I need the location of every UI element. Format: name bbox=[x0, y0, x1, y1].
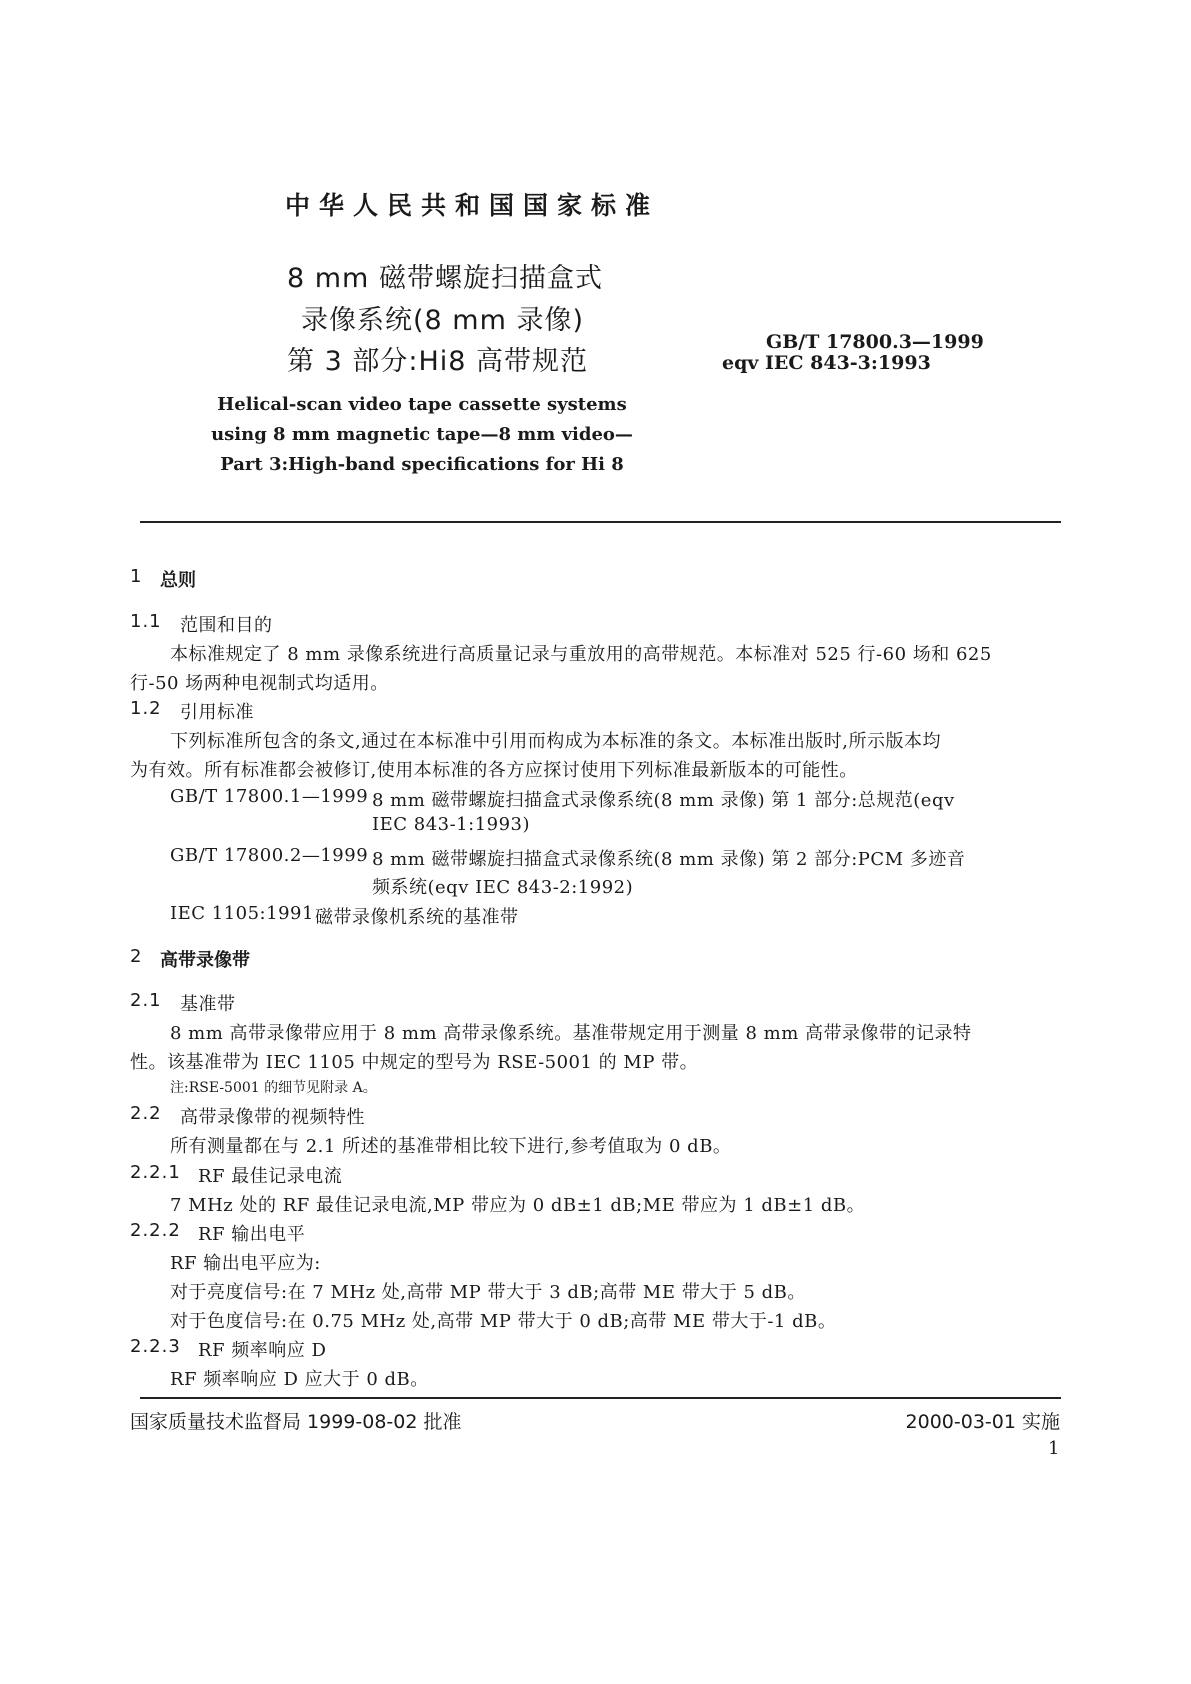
zh-title-line-1: 8 mm 磁带螺旋扫描盒式 bbox=[287, 263, 603, 294]
section-2-2-2-paragraph-line-1: RF 输出电平应为: bbox=[170, 1253, 321, 1274]
section-2-2-2-number: 2.2.2 bbox=[130, 1220, 181, 1241]
section-1-1-number: 1.1 bbox=[130, 611, 162, 632]
en-title-line-1: Helical-scan video tape cassette systems bbox=[217, 394, 627, 415]
standard-code: GB/T 17800.3—1999 bbox=[766, 331, 984, 353]
section-1-title: 总则 bbox=[160, 570, 196, 591]
section-1-1-paragraph-line-2: 行-50 场两种电视制式均适用。 bbox=[130, 673, 389, 694]
section-2-1-note: 注:RSE-5001 的细节见附录 A。 bbox=[170, 1080, 377, 1096]
section-2-2-1-number: 2.2.1 bbox=[130, 1162, 181, 1183]
section-1-2-paragraph-line-1: 下列标准所包含的条文,通过在本标准中引用而构成为本标准的条文。本标准出版时,所示版本均 bbox=[170, 731, 941, 752]
section-2-2-2-paragraph-line-3: 对于色度信号:在 0.75 MHz 处,高带 MP 带大于 0 dB;高带 ME 带大于-1 dB。 bbox=[170, 1311, 837, 1332]
en-title-line-2: using 8 mm magnetic tape—8 mm video— bbox=[211, 424, 633, 445]
ref-3-code: IEC 1105:1991 bbox=[170, 903, 314, 924]
equivalent-standard: eqv IEC 843-3:1993 bbox=[722, 352, 931, 374]
zh-title-line-3: 第 3 部分:Hi8 高带规范 bbox=[287, 346, 589, 377]
national-standard-heading: 中华人民共和国国家标准 bbox=[285, 191, 660, 220]
section-2-2-number: 2.2 bbox=[130, 1103, 162, 1124]
ref-2-title-line-2: 频系统(eqv IEC 843-2:1992) bbox=[372, 877, 634, 898]
section-2-2-3-number: 2.2.3 bbox=[130, 1336, 181, 1357]
ref-1-title-line-2: IEC 843-1:1993) bbox=[372, 814, 531, 835]
zh-title-line-2: 录像系统(8 mm 录像) bbox=[301, 305, 585, 336]
section-2-2-2-paragraph-line-2: 对于亮度信号:在 7 MHz 处,高带 MP 带大于 3 dB;高带 ME 带大于 5 dB。 bbox=[170, 1282, 806, 1303]
section-2-number: 2 bbox=[130, 946, 143, 967]
section-1-1-paragraph-line-1: 本标准规定了 8 mm 录像系统进行高质量记录与重放用的高带规范。本标准对 525 行-60 场和 625 bbox=[170, 644, 992, 665]
section-2-title: 高带录像带 bbox=[160, 950, 250, 971]
ref-1-title-line-1: 8 mm 磁带螺旋扫描盒式录像系统(8 mm 录像) 第 1 部分:总规范(eqv bbox=[372, 790, 955, 811]
approval-date: 国家质量技术监督局 1999-08-02 批准 bbox=[130, 1411, 462, 1433]
section-1-2-number: 1.2 bbox=[130, 698, 162, 719]
section-2-2-1-title: RF 最佳记录电流 bbox=[198, 1166, 343, 1187]
section-1-number: 1 bbox=[130, 566, 143, 587]
section-2-2-paragraph: 所有测量都在与 2.1 所述的基准带相比较下进行,参考值取为 0 dB。 bbox=[170, 1136, 732, 1157]
section-1-2-title: 引用标准 bbox=[180, 702, 254, 723]
section-2-2-1-paragraph: 7 MHz 处的 RF 最佳记录电流,MP 带应为 0 dB±1 dB;ME 带应为 1 dB±1 dB。 bbox=[170, 1195, 866, 1216]
footer-divider bbox=[140, 1397, 1061, 1399]
ref-2-code: GB/T 17800.2—1999 bbox=[170, 845, 369, 866]
section-2-2-3-paragraph: RF 频率响应 D 应大于 0 dB。 bbox=[170, 1369, 429, 1390]
section-2-1-paragraph-line-1: 8 mm 高带录像带应用于 8 mm 高带录像系统。基准带规定用于测量 8 mm 高带录像带的记录特 bbox=[170, 1023, 972, 1044]
section-1-1-title: 范围和目的 bbox=[180, 615, 273, 636]
section-2-1-number: 2.1 bbox=[130, 990, 162, 1011]
section-2-2-2-title: RF 输出电平 bbox=[198, 1224, 306, 1245]
ref-1-code: GB/T 17800.1—1999 bbox=[170, 786, 369, 807]
header-divider bbox=[140, 521, 1061, 523]
section-2-2-title: 高带录像带的视频特性 bbox=[180, 1107, 365, 1128]
ref-3-title: 磁带录像机系统的基准带 bbox=[315, 907, 519, 928]
section-2-2-3-title: RF 频率响应 D bbox=[198, 1340, 327, 1361]
section-2-1-paragraph-line-2: 性。该基准带为 IEC 1105 中规定的型号为 RSE-5001 的 MP 带。 bbox=[130, 1052, 699, 1073]
section-2-1-title: 基准带 bbox=[180, 994, 236, 1015]
en-title-line-3: Part 3:High-band specifications for Hi 8 bbox=[220, 454, 624, 475]
effective-date: 2000-03-01 实施 bbox=[905, 1411, 1060, 1433]
ref-2-title-line-1: 8 mm 磁带螺旋扫描盒式录像系统(8 mm 录像) 第 2 部分:PCM 多迹音 bbox=[372, 849, 966, 870]
page-number: 1 bbox=[1048, 1438, 1060, 1459]
section-1-2-paragraph-line-2: 为有效。所有标准都会被修订,使用本标准的各方应探讨使用下列标准最新版本的可能性。 bbox=[130, 760, 858, 781]
